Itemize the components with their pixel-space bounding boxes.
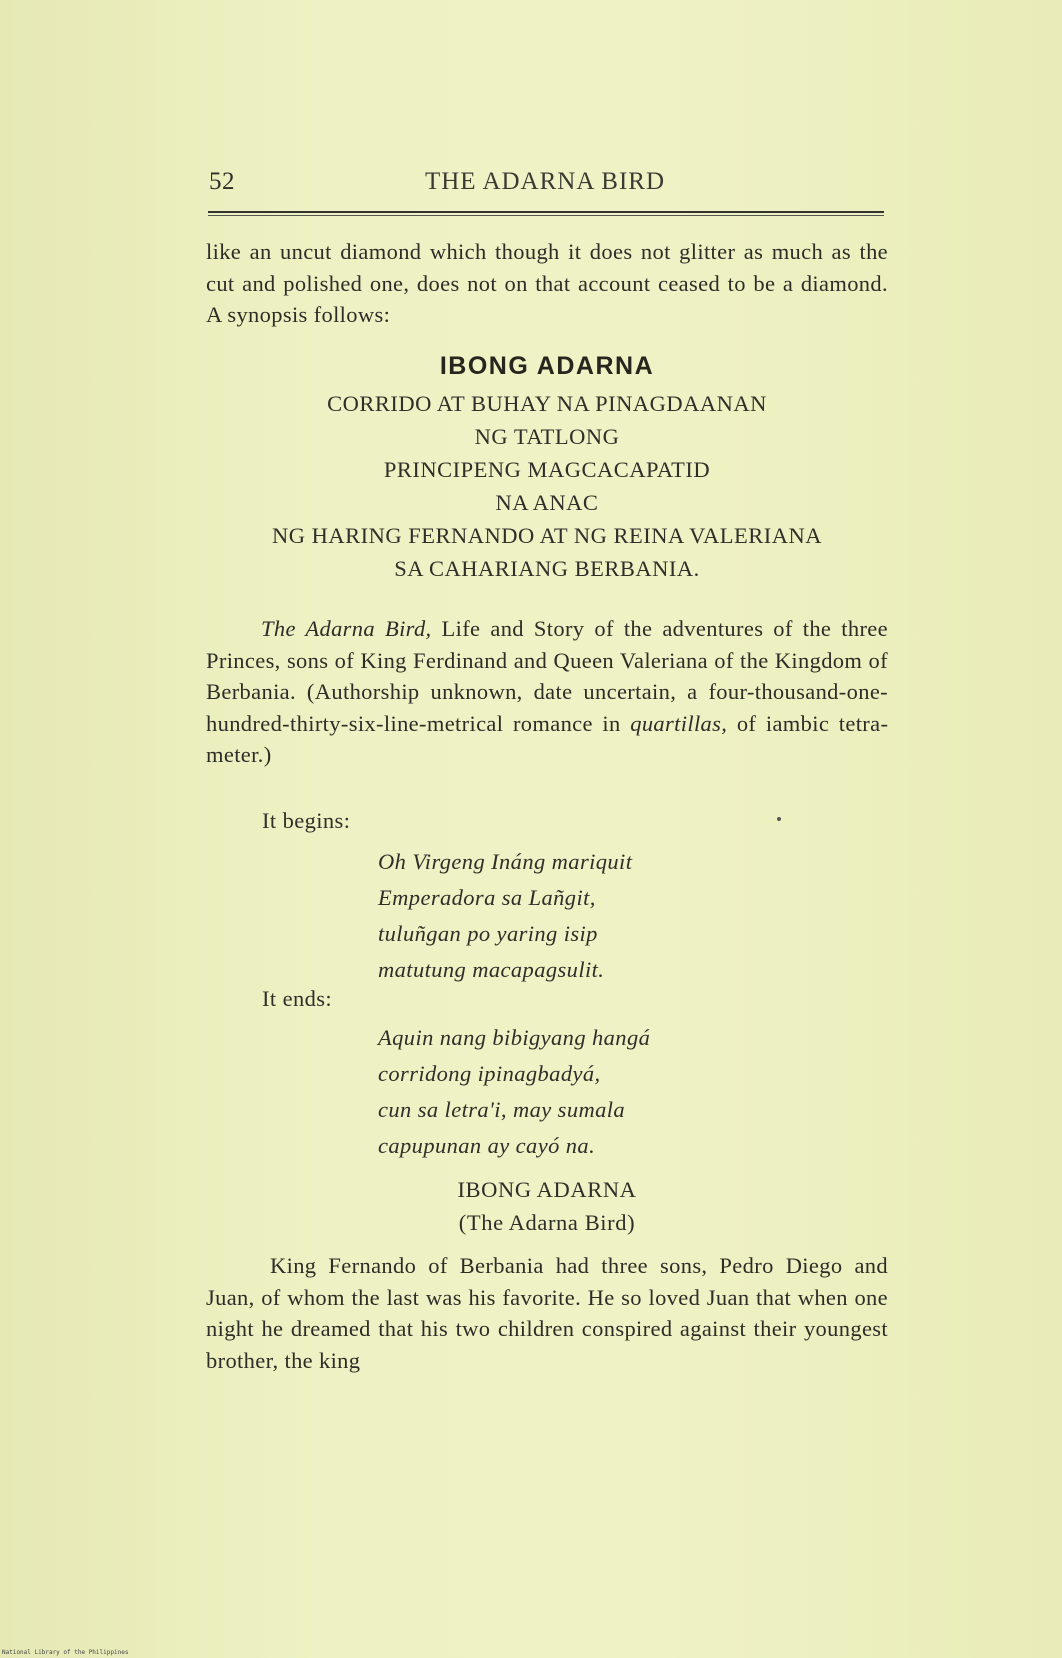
running-title: THE ADARNA BIRD [424,168,665,195]
speck-mark [777,817,781,821]
section-title-line: IBONG ADARNA [457,1177,637,1202]
header-rule [208,211,884,213]
title-line: NA ANAC [495,490,599,515]
verse-line: Emperadora sa Lañgit, [378,885,596,910]
verse-line: tuluñgan po yaring isip [378,921,598,946]
italic-title: The Adarna Bird, [261,616,432,641]
verse-line: cun sa letra'i, may sumala [378,1097,626,1122]
title-line: CORRIDO AT BUHAY NA PINAGDAANAN [327,391,767,416]
footer-credit: National Library of the Philippines [2,1649,129,1656]
synopsis-text-a: Life and Story of the adventures of the three Princes, sons of King Ferdinand and Queen Valeriana of the Kingdom of Berbania. (Authorship unknown, date uncertain, a four-thousand-one-hundred-thirty-six-line-metrical romance in [206,616,888,736]
page-number: 52 [209,168,235,195]
title-main: IBONG ADARNA [439,352,655,380]
italic-word: quartillas, [630,710,728,736]
paragraph-synopsis [206,613,888,771]
verse-ends [378,1020,650,1164]
verse-line: Oh Virgeng Ináng mariquit [378,849,633,874]
header-rule-thin [208,215,884,216]
verse-line: corridong ipinagbadyá, [378,1061,601,1086]
paragraph-story: King Fernando of Berbania had three sons, Pedro Diego and Juan, of whom the last was his favorite. He so loved Juan that when one night he dreamed that his two children conspired against their youngest brother, the king [206,1253,888,1373]
verse-line: matutung macapagsulit. [378,957,605,982]
begins-label: It begins: [262,808,351,833]
ends-label: It ends: [262,986,333,1011]
title-line: NG TATLONG [474,424,620,449]
page-header [205,168,885,200]
synopsis-text-b: of iambic tetrameter.) [206,710,888,767]
title-line: PRINCIPENG MAGCACAPATID [383,457,711,482]
title-block [200,350,894,585]
section-subtitle-line: (The Adarna Bird) [458,1210,636,1235]
title-line: NG HARING FERNANDO AT NG REINA VALERIANA [271,523,823,548]
section-title [200,1173,894,1239]
paragraph-intro: like an uncut diamond which though it does not glitter as much as the cut and polished one, does not on that account ceased to be a diamond. A synopsis follows: [206,239,888,327]
title-line: SA CAHARIANG BERBANIA. [394,556,700,581]
verse-begins [378,844,632,988]
verse-line: Aquin nang bibigyang hangá [378,1025,651,1050]
verse-line: capupunan ay cayó na. [378,1133,596,1158]
